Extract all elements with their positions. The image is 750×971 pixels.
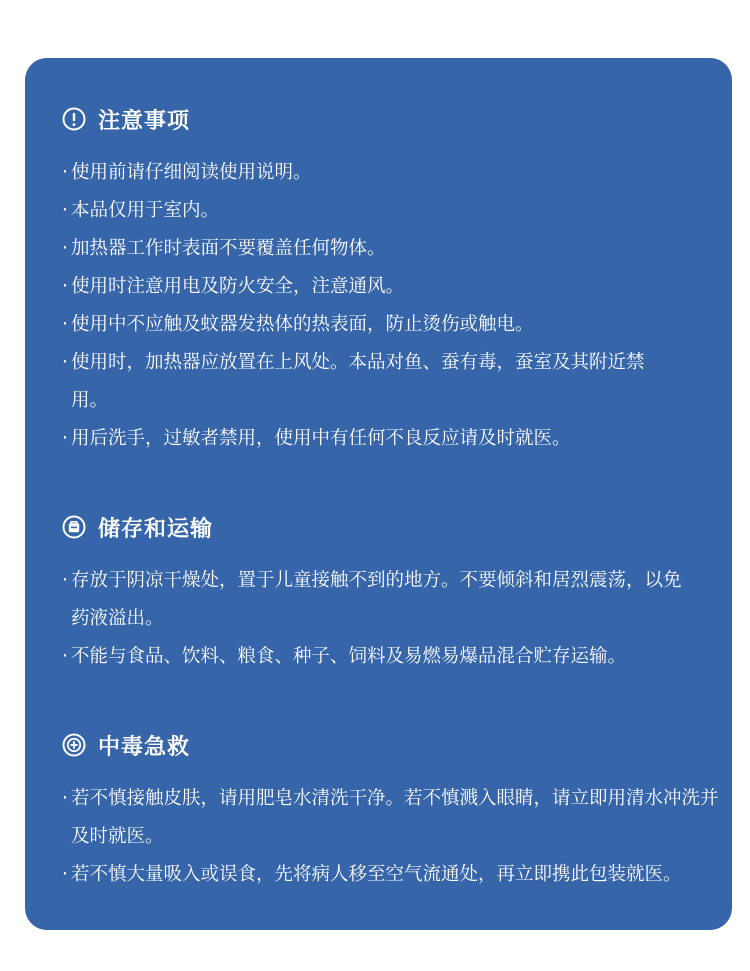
list-item: · 若不慎大量吸入或误食，先将病人移至空气流通处，再立即携此包装就医。: [62, 864, 682, 885]
info-card: [25, 58, 732, 930]
item-list: [62, 154, 732, 458]
list-item: · 使用前请仔细阅读使用说明。: [62, 162, 312, 183]
section-poisoning-first-aid: [62, 728, 732, 894]
section-header: [62, 510, 732, 544]
list-item: · 用后洗手，过敏者禁用，使用中有任何不良反应请及时就医。: [62, 428, 571, 449]
list-item: · 若不慎接触皮肤，请用肥皂水清洗干净。若不慎溅入眼睛，请立即用清水冲洗并及时就医。: [62, 788, 719, 847]
list-item: · 加热器工作时表面不要覆盖任何物体。: [62, 238, 386, 259]
list-item: · 本品仅用于室内。: [62, 200, 220, 221]
section-title: 储存和运输: [98, 516, 214, 542]
section-header: [62, 728, 732, 762]
list-item: · 使用时，加热器应放置在上风处。本品对鱼、蚕有毒，蚕室及其附近禁用。: [62, 352, 645, 411]
section-title: 注意事项: [98, 108, 191, 134]
item-list: [62, 562, 732, 676]
list-item: · 使用时注意用电及防火安全，注意通风。: [62, 276, 405, 297]
first-aid-plus-icon: [62, 733, 86, 757]
section-header: [62, 102, 732, 136]
section-precautions: [62, 102, 732, 458]
section-storage-transport: [62, 510, 732, 676]
list-item: · 存放于阴凉干燥处，置于儿童接触不到的地方。不要倾斜和居烈震荡，以免药液溢出。: [62, 570, 682, 629]
item-list: [62, 780, 732, 894]
list-item: · 使用中不应触及蚊器发热体的热表面，防止烫伤或触电。: [62, 314, 534, 335]
exclamation-circle-icon: [62, 107, 86, 131]
section-title: 中毒急救: [98, 734, 191, 760]
storage-box-icon: [62, 515, 86, 539]
list-item: · 不能与食品、饮料、粮食、种子、饲料及易燃易爆品混合贮存运输。: [62, 646, 627, 667]
